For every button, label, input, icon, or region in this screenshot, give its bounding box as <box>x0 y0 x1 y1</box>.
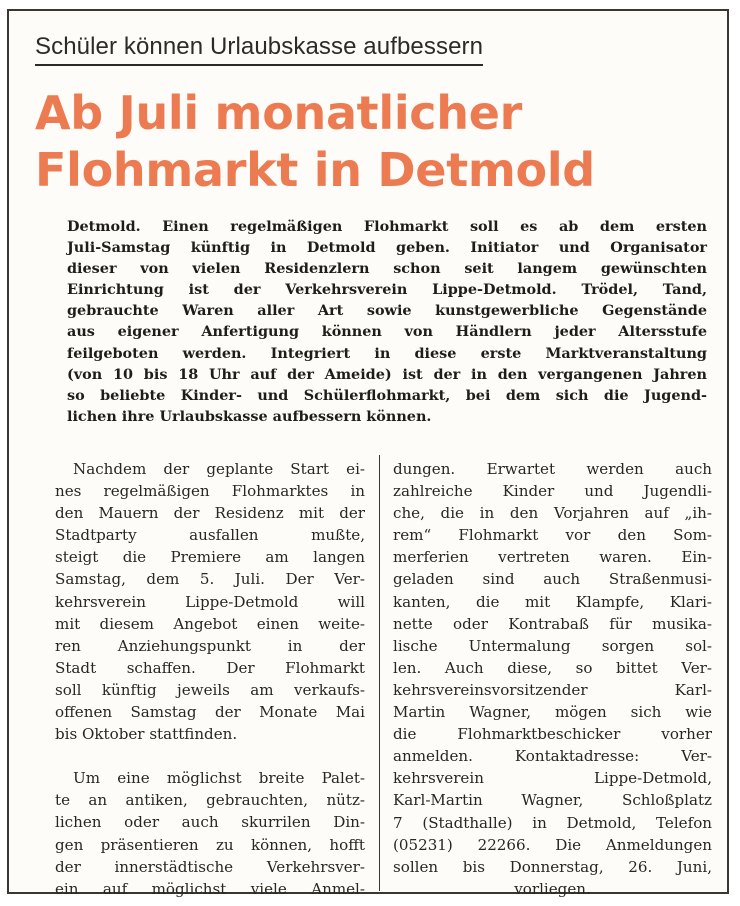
body-line: che, die in den Vorjahren auf „ih- <box>393 504 712 523</box>
body-line: offenen Samstag der Monate Mai <box>55 703 365 722</box>
body-line: Martin Wagner, mögen sich wie <box>393 703 712 722</box>
body-line: kehrsvereinsvorsitzender Karl- <box>393 680 712 699</box>
body-line: merferien vertreten waren. Ein- <box>393 548 712 567</box>
body-line: den Mauern der Residenz mit der <box>55 504 365 523</box>
body-line: mit diesem Angebot einen weite- <box>55 614 365 633</box>
body-line: die Flohmarktbeschicker vorher <box>393 725 712 744</box>
lead-line: feilgeboten werden. Integriert in diese erste Marktveranstaltung <box>67 344 707 362</box>
lead-line: dieser von vielen Residenzlern schon seit langem gewünschten <box>67 260 707 278</box>
body-line: soll künftig jeweils am verkaufs- <box>55 680 365 699</box>
lead-line: gebrauchte Waren aller Art sowie kunstgewerbliche Gegenstände <box>67 302 707 320</box>
headline-line: Flohmarkt in Detmold <box>35 143 595 197</box>
body-column-right <box>393 458 712 900</box>
kicker: Schüler können Urlaubskasse aufbessern <box>35 32 483 66</box>
body-line: 7 (Stadthalle) in Detmold, Telefon <box>393 813 712 832</box>
body-line: dungen. Erwartet werden auch <box>393 460 712 478</box>
body-line: sollen bis Donnerstag, 26. Juni, <box>393 857 712 876</box>
headline-line: Ab Juli monatlicher <box>35 86 523 140</box>
body-line: vorliegen. <box>514 879 591 898</box>
body-line: lichen oder auch skurrilen Din- <box>55 813 365 832</box>
body-line: kehrsverein Lippe-Detmold will <box>55 592 365 611</box>
body-line: ein auf möglichst viele Anmel- <box>55 879 365 898</box>
column-divider <box>379 455 380 891</box>
lead-line: Einrichtung ist der Verkehrsverein Lippe-Detmold. Trödel, Tand, <box>67 281 707 299</box>
body-line: zahlreiche Kinder und Jugendli- <box>393 482 712 501</box>
body-line: Stadtparty ausfallen mußte, <box>55 526 365 545</box>
body-line: kanten, die mit Klampfe, Klari- <box>393 592 712 611</box>
body-line: kehrsverein Lippe-Detmold, <box>393 769 712 788</box>
body-line: len. Auch diese, so bittet Ver- <box>393 658 712 677</box>
body-line: Karl-Martin Wagner, Schloßplatz <box>393 791 712 810</box>
body-column-left <box>55 458 365 900</box>
body-line: nes regelmäßigen Flohmarktes in <box>55 482 365 501</box>
body-line: lische Untermalung sorgen sol- <box>393 636 712 655</box>
body-line: Samstag, dem 5. Juli. Der Ver- <box>55 570 365 589</box>
body-line: nette oder Kontrabaß für musika- <box>393 614 712 633</box>
body-line: anmelden. Kontaktadresse: Ver- <box>393 747 712 766</box>
body-line: Nachdem der geplante Start ei- <box>73 460 365 478</box>
lead-line: Detmold. Einen regelmäßigen Flohmarkt soll es ab dem ersten <box>67 218 707 235</box>
newspaper-clipping <box>7 9 729 898</box>
lead-line: aus eigener Anfertigung können von Händlern jeder Altersstufe <box>67 323 707 341</box>
body-line: bis Oktober stattfinden. <box>55 725 238 744</box>
lead-line: lichen ihre Urlaubskasse aufbessern können. <box>67 407 432 425</box>
body-line: steigt die Premiere am langen <box>55 548 365 567</box>
lead-line: so beliebte Kinder- und Schülerflohmarkt, bei dem sich die Jugend- <box>67 386 707 404</box>
body-line: te an antiken, gebrauchten, nütz- <box>55 791 365 810</box>
body-line: ren Anziehungspunkt in der <box>55 636 365 655</box>
body-line: Stadt schaffen. Der Flohmarkt <box>55 658 365 677</box>
headline <box>35 85 595 199</box>
lead-line: Juli-Samstag künftig in Detmold geben. Initiator und Organisator <box>67 239 707 257</box>
body-line: rem“ Flohmarkt vor den Som- <box>393 526 712 545</box>
body-line: (05231) 22266. Die Anmeldungen <box>393 835 712 854</box>
body-line: geladen sind auch Straßenmusi- <box>393 570 712 589</box>
body-line: Um eine möglichst breite Palet- <box>73 769 365 788</box>
body-line: gen präsentieren zu können, hofft <box>55 835 365 854</box>
lead-paragraph <box>67 216 707 427</box>
lead-line: (von 10 bis 18 Uhr auf der Ameide) ist der in den vergangenen Jahren <box>67 365 707 383</box>
body-line: der innerstädtische Verkehrsver- <box>55 857 365 876</box>
